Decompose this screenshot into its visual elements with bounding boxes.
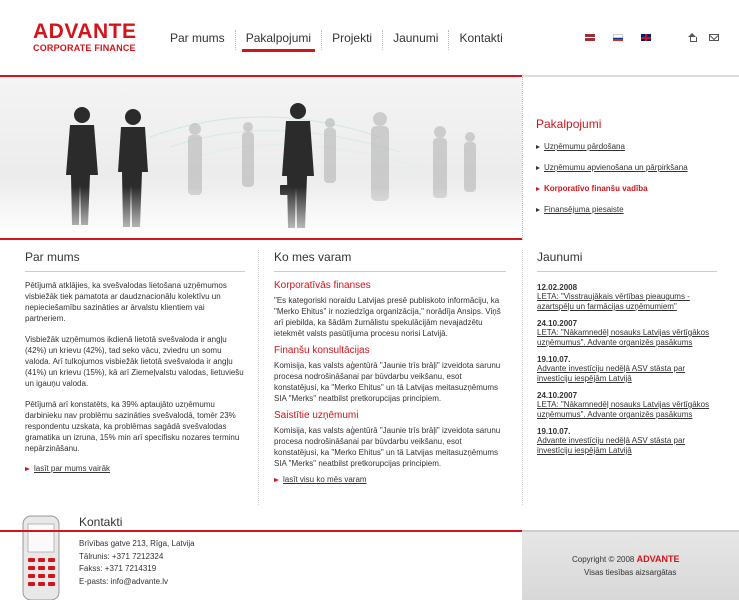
nav-item-projekti[interactable]: Projekti [321, 30, 382, 50]
contacts-section [0, 512, 522, 600]
news-date: 19.10.07. [537, 427, 571, 436]
footer-divider [0, 530, 522, 532]
copyright-section [522, 532, 739, 600]
about-paragraph: Pētījumā arī konstatēts, ka 39% aptaujāto uzņēmumu darbinieku nav problēmu sazināties svešvalodā, tomēr 23% respondentu uzskata, ka problēmas sagādā svešvalodas gramatika un izruna, 15% min arī specifisku nozares terminu nepārzināšanu. [25, 400, 240, 453]
lv-flag-icon[interactable] [585, 34, 595, 41]
divider [537, 271, 717, 272]
rights-text: Visas tiesības aizsargātas [584, 568, 677, 577]
contact-fax: Fakss: +371 7214319 [79, 564, 157, 573]
services-column [274, 250, 506, 495]
mobile-phone-icon [20, 512, 64, 600]
copyright-brand: ADVANTE [636, 554, 680, 564]
news-link[interactable]: LETA: "Nākamnedēļ nosauks Latvijas vērtīgākos uzņēmumus". Advante organizēs pasākums [537, 328, 710, 347]
news-date: 12.02.2008 [537, 283, 578, 292]
copyright-text: Copyright © 2008 [572, 555, 635, 564]
news-date: 19.10.07. [537, 355, 571, 364]
services-title: Pakalpojumi [536, 117, 602, 131]
contacts-details [79, 538, 195, 588]
divider [25, 271, 245, 272]
logo[interactable]: ADVANTE [33, 20, 137, 43]
services-item[interactable]: Finansējuma piesaiste [536, 204, 688, 216]
nav-item-par-mums[interactable]: Par mums [170, 31, 225, 45]
about-paragraph: Visbiežāk uzņēmumos ikdienā lietotā svešvaloda ir angļu (42%) un krievu (42%), tad seko vācu, zviedru un somu valoda. Arī tulkojumos visbiežāk lietotā svešvaloda ir angļu (41%) un krievu (15%), kā arī Ziemeļvalstu valodas, lietuviešu un igauņu valoda. [25, 335, 244, 388]
business-people-illustration [0, 77, 522, 240]
hero-banner [0, 75, 522, 240]
news-date: 24.10.2007 [537, 391, 578, 400]
nav-item-kontakti[interactable]: Kontakti [448, 30, 512, 50]
about-more-link[interactable]: lasīt par mums vairāk [25, 464, 110, 473]
header [0, 0, 739, 75]
home-icon[interactable] [688, 33, 697, 42]
news-link[interactable]: LETA: "Nākamnedēļ nosauks Latvijas vērtīgākos uzņēmumus". Advante organizēs pasākums [537, 400, 710, 419]
services-item[interactable]: Uzņēmumu pārdošana [536, 141, 688, 153]
news-column [537, 250, 717, 495]
about-column [25, 250, 245, 490]
section-title: Saistītie uzņēmumi [274, 410, 359, 421]
about-paragraph: Pētījumā atklājies, ka svešvalodas lietošana uzņēmumos visbiežāk tiek pamatota ar daudznacionālu kolektīvu un nepieciešamību sazināties ar ārvalstu klientiem vai partneriem. [25, 281, 227, 323]
about-title: Par mums [25, 250, 80, 264]
footer [0, 512, 739, 600]
nav-item-pakalpojumi[interactable]: Pakalpojumi [235, 30, 321, 50]
section-title: Korporatīvās finanses [274, 280, 371, 291]
section-text: "Es kategoriski noraidu Latvijas presē publiskoto informāciju, ka "Merko Ehitus" ir noziedzīga organizācija," norādīja Ansips. Viņš arī piebilda, ka šādām žurnālistu spekulācijām nevajadzētu ietekmēt valsts pasūtījuma procesu norisi Latvijā. [274, 296, 501, 338]
section-text: Komisija, kas valsts aģentūrā "Jaunie trīs brāļi" izveidota sarunu procesa nodrošināšanai par būvdarbu veikšanu, esot konstatējusi, ka "Merko Ehitus" un tā Latvijas meitasuzņēmums SIA "Merks" neatbilst pretkorupcijas principiem. [274, 426, 501, 468]
services-item-active[interactable]: Korporatīvo finanšu vadība [536, 183, 688, 195]
what-title: Ko mes varam [274, 250, 352, 264]
services-item[interactable]: Uzņēmumu apvienošana un pārpirkšana [536, 162, 688, 174]
contact-address: Brīvības gatve 213, Rīga, Latvija [79, 539, 195, 548]
divider [274, 271, 506, 272]
language-switcher [585, 34, 651, 41]
news-title: Jaunumi [537, 250, 583, 264]
contact-phone: Tālrunis: +371 7212324 [79, 551, 164, 561]
column-divider [522, 250, 523, 505]
section-title: Finanšu konsultācijas [274, 345, 370, 356]
main-nav [160, 30, 513, 50]
contacts-title: Kontakti [79, 515, 123, 529]
news-link[interactable]: Advante investīciju nedēļā ASV stāsta par investīciju iespējām Latvijā [537, 364, 686, 383]
contact-email[interactable]: E-pasts: info@advante.lv [79, 576, 169, 586]
nav-item-jaunumi[interactable]: Jaunumi [382, 30, 448, 50]
ru-flag-icon[interactable] [613, 34, 623, 41]
news-link[interactable]: Advante investīciju nedēļā ASV stāsta par investīciju iespējām Latvijā [537, 436, 686, 455]
services-panel [522, 75, 739, 240]
mail-icon[interactable] [709, 34, 719, 41]
news-link[interactable]: LETA: "Visstraujākais vērtības pieaugums - azartspēļu un farmācijas uzņēmumiem" [537, 292, 690, 311]
what-more-link[interactable]: lasīt visu ko mēs varam [274, 475, 367, 484]
gb-flag-icon[interactable] [641, 34, 651, 41]
logo-tagline: CORPORATE FINANCE [33, 43, 136, 53]
section-text: Komisija, kas valsts aģentūrā "Jaunie trīs brāļi" izveidota sarunu procesa nodrošināšanai par būvdarbu veikšanu, esot konstatējusi, ka "Merko Ehitus" un tā Latvijas meitasuzņēmums SIA "Merks" neatbilst pretkorupcijas principiem. [274, 361, 501, 403]
column-divider [258, 250, 259, 505]
news-date: 24.10.2007 [537, 319, 578, 328]
copyright [572, 554, 679, 564]
top-icons [688, 33, 719, 42]
services-list [536, 141, 688, 225]
